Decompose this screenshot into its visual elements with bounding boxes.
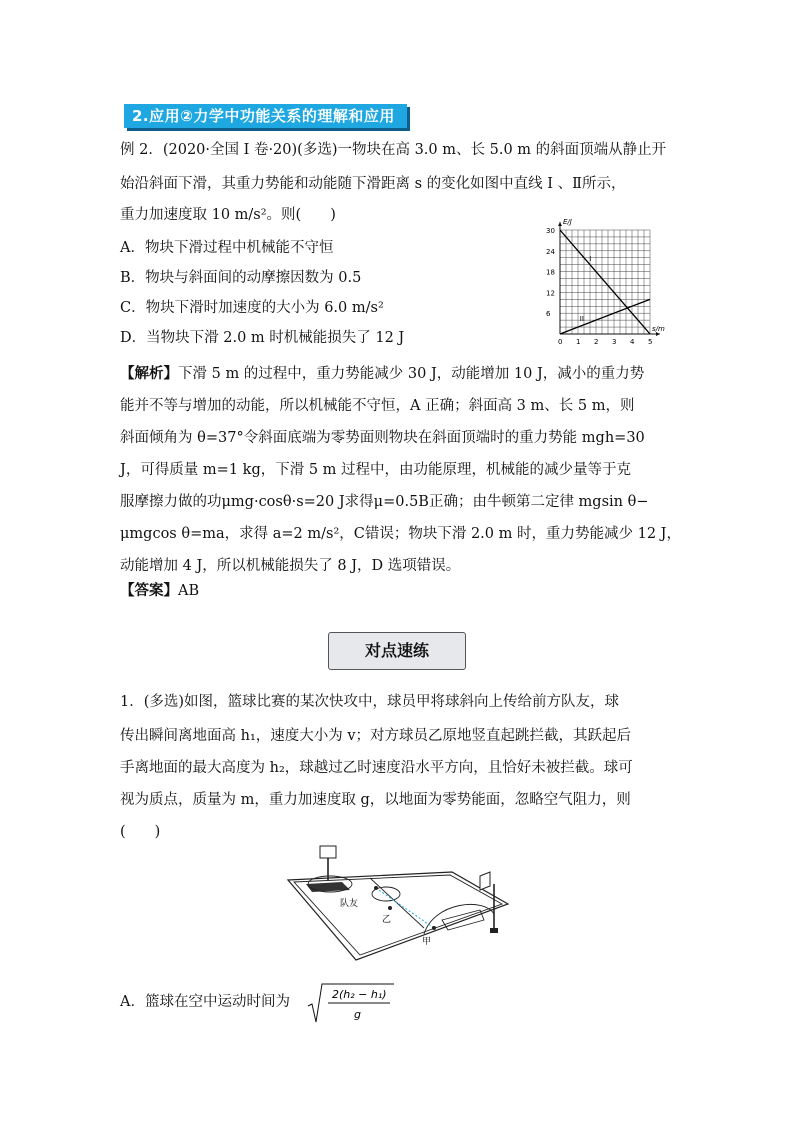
- time-formula: [306, 980, 396, 1026]
- left-backboard: [320, 846, 336, 858]
- example-line-1: 例 2．(2020·全国 I 卷·20)(多选)一物块在高 3.0 m、长 5.0 m 的斜面顶端从静止开: [120, 142, 667, 158]
- chart-series: [560, 230, 650, 334]
- question-line-1: 1．(多选)如图，篮球比赛的某次快攻中，球员甲将球斜向上传给前方队友，球: [120, 694, 620, 710]
- answer-line: [120, 581, 199, 601]
- answer-label: 【答案】: [120, 582, 178, 599]
- energy-chart: [540, 210, 670, 350]
- x-tick-label: 3: [612, 338, 617, 346]
- x-tick-label: 0: [558, 338, 563, 346]
- y-tick-label: 18: [546, 268, 555, 277]
- question-line-4: 视为质点，质量为 m，重力加速度取 g，以地面为零势能面，忽略空气阻力，则: [120, 792, 631, 808]
- section-banner: 2.应用②力学中功能关系的理解和应用: [124, 104, 407, 128]
- right-base: [490, 928, 498, 933]
- basketball-court-figure: [284, 842, 514, 972]
- analysis-line-2: 能并不等与增加的动能，所以机械能不守恒，A 正确；斜面高 3 m、长 5 m，则: [120, 398, 635, 414]
- practice-box: 对点速练: [328, 632, 466, 670]
- example-line-3: 重力加速度取 10 m/s²。则( ): [120, 207, 336, 223]
- jia-label: 甲: [422, 937, 432, 947]
- answer-value: AB: [178, 583, 200, 599]
- right-backboard: [480, 872, 490, 890]
- x-tick-label: 1: [576, 338, 581, 346]
- y-tick-label: 30: [546, 227, 555, 235]
- analysis-line-6: μmgcos θ=ma，求得 a=2 m/s²，C错误；物块下滑 2.0 m 时，重力势能减少 12 J，: [120, 526, 681, 542]
- option-b: B．物块与斜面间的动摩擦因数为 0.5: [120, 270, 362, 286]
- option-d: D．当物块下滑 2.0 m 时机械能损失了 12 J: [120, 330, 405, 346]
- analysis-line-3: 斜面倾角为 θ=37°令斜面底端为零势面则物块在斜面顶端时的重力势能 mgh=30: [120, 430, 645, 446]
- y-tick-label: 12: [546, 289, 555, 298]
- question-line-2: 传出瞬间离地面高 h₁，速度大小为 v；对方球员乙原地竖直起跳拦截，其跃起后: [120, 728, 632, 744]
- jia-dot: [432, 926, 436, 930]
- x-tick-label: 2: [594, 338, 599, 346]
- formula-numerator: 2(h₂ − h₁): [332, 988, 387, 1001]
- yi-label: 乙: [382, 915, 392, 925]
- analysis-label: 【解析】: [120, 365, 178, 382]
- x-tick-label: 5: [648, 338, 653, 346]
- analysis-line-1: 【解析】下滑 5 m 的过程中，重力势能减少 30 J，动能增加 10 J，减小的重力势: [120, 365, 645, 382]
- option-c: C．物块下滑时加速度的大小为 6.0 m/s²: [120, 300, 384, 316]
- y-axis-arrow: [558, 222, 562, 226]
- analysis-line-7: 动能增加 4 J，所以机械能损失了 8 J，D 选项错误。: [120, 558, 461, 574]
- question-line-5: ( ): [120, 824, 161, 840]
- question-line-3: 手离地面的最大高度为 h₂，球越过乙时速度沿水平方向，且恰好未被拦截。球可: [120, 760, 633, 776]
- series-label-II: II: [579, 314, 584, 323]
- series-line-I: [560, 230, 650, 334]
- yi-dot: [388, 906, 392, 910]
- formula-denominator: g: [354, 1008, 361, 1021]
- option-a-q1: A．篮球在空中运动时间为: [120, 994, 290, 1010]
- teammate-label: 队友: [340, 899, 359, 909]
- y-tick-label: 24: [546, 247, 555, 256]
- chart-axes: [558, 222, 660, 336]
- x-tick-label: 4: [630, 338, 635, 346]
- analysis-line-4: J，可得质量 m=1 kg，下滑 5 m 过程中，由功能原理，机械能的减少量等于克: [120, 462, 632, 478]
- y-tick-label: 6: [546, 310, 551, 319]
- series-label-I: I: [589, 255, 592, 264]
- series-line-II: [560, 299, 650, 334]
- analysis-line-5: 服摩擦力做的功μmg·cosθ·s=20 J求得μ=0.5B正确；由牛顿第二定律 mgsin θ−: [120, 494, 649, 510]
- option-a: A．物块下滑过程中机械能不守恒: [120, 240, 334, 256]
- teammate-dot: [374, 886, 378, 890]
- x-axis-label: s/m: [652, 325, 665, 333]
- example-line-2: 始沿斜面下滑，其重力势能和动能随下滑距离 s 的变化如图中直线 Ⅰ 、Ⅱ所示，: [120, 176, 626, 192]
- y-axis-label: E/J: [563, 218, 572, 226]
